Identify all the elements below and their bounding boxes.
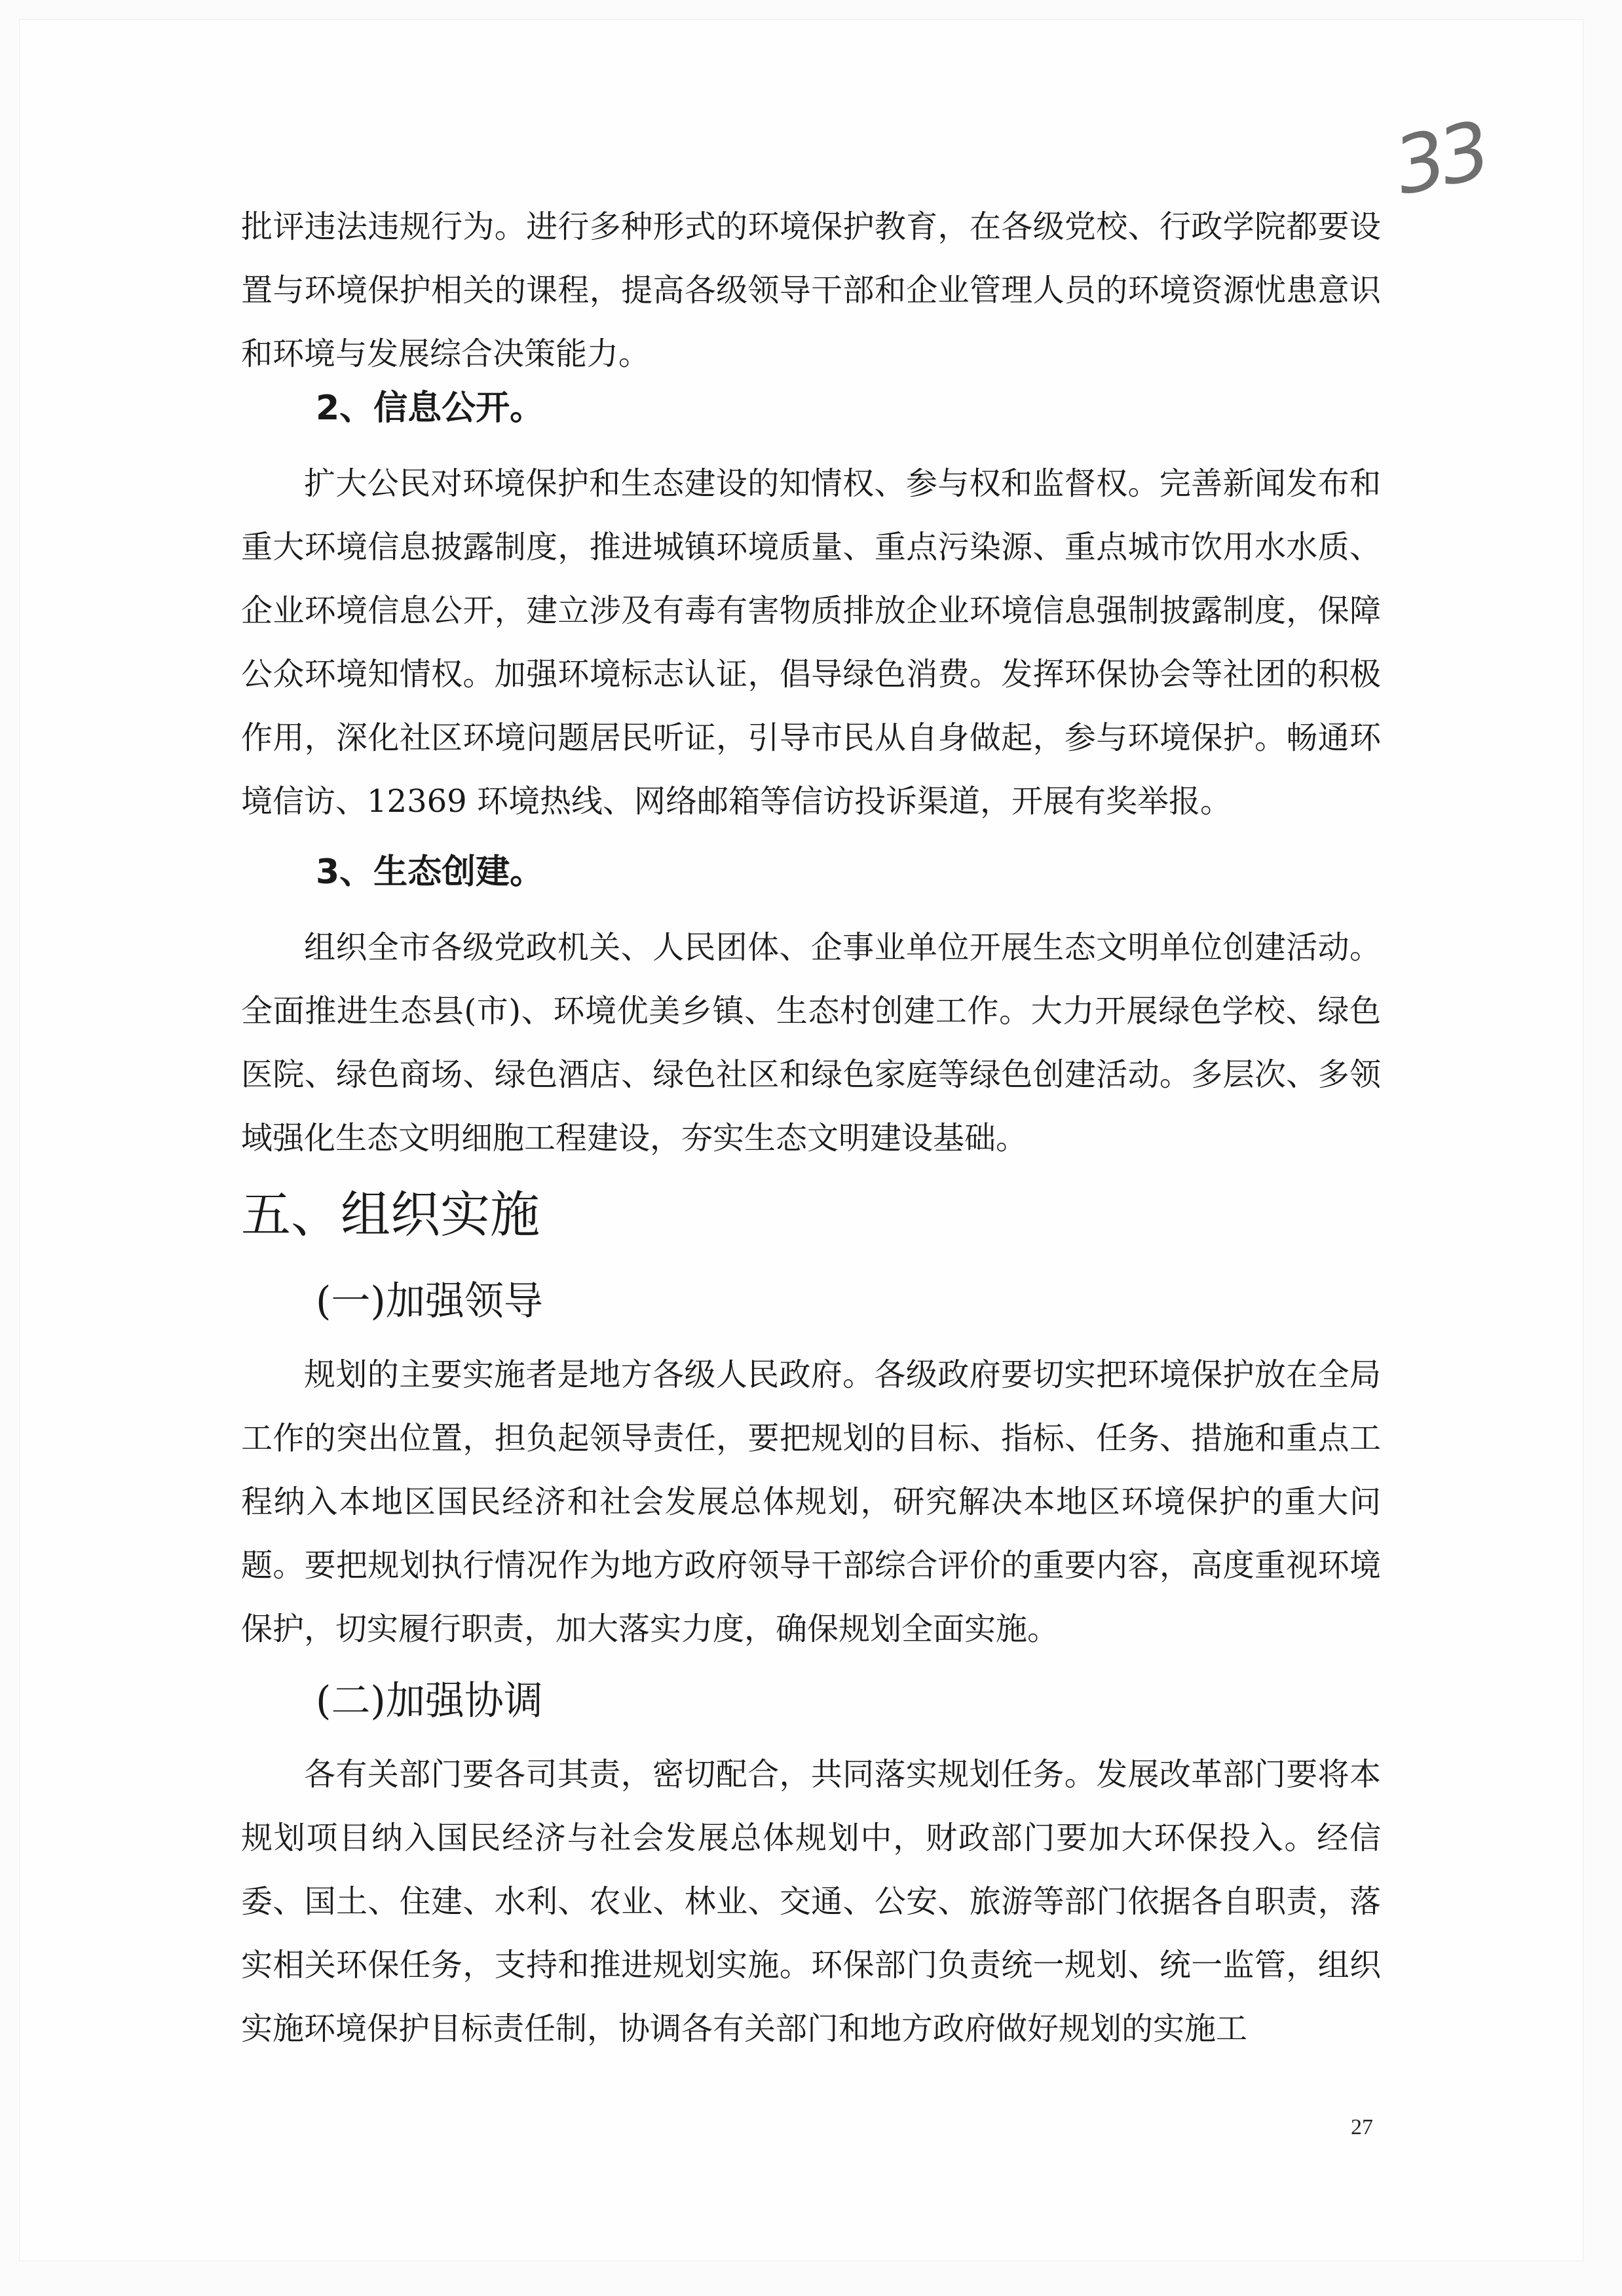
heading-strengthen-coordination: (二)加强协调 bbox=[316, 1678, 543, 1724]
handwritten-page-mark: 33 bbox=[1387, 105, 1494, 214]
page-number: 27 bbox=[1351, 2115, 1373, 2139]
paragraph-information-disclosure: 扩大公民对环境保护和生态建设的知情权、参与权和监督权。完善新闻发布和重大环境信息披露制度，推进城镇环境质量、重点污染源、重点城市饮用水水质、企业环境信息公开，建立涉及有毒有害物质排放企业环境信息强制披露制度，保障公众环境知情权。加强环境标志认证，倡导绿色消费。发挥环保协会等社团的积极作用，深化社区环境问题居民听证，引导市民从自身做起，参与环境保护。畅通环境信访、12369 环境热线、网络邮箱等信访投诉渠道，开展有奖举报。 bbox=[241, 465, 1381, 820]
heading-organization-implementation: 五、组织实施 bbox=[241, 1185, 540, 1244]
paragraph-strengthen-coordination: 各有关部门要各司其责，密切配合，共同落实规划任务。发展改革部门要将本规划项目纳入国民经济与社会发展总体规划中，财政部门要加大环保投入。经信委、国土、住建、水利、农业、林业、交通、公安、旅游等部门依据各自职责，落实相关环保任务，支持和推进规划实施。环保部门负责统一规划、统一监管，组织实施环境保护目标责任制，协调各有关部门和地方政府做好规划的实施工 bbox=[241, 1756, 1381, 2047]
paragraph-education: 批评违法违规行为。进行多种形式的环境保护教育，在各级党校、行政学院都要设置与环境保护相关的课程，提高各级领导干部和企业管理人员的环境资源忧患意识和环境与发展综合决策能力。 bbox=[241, 208, 1381, 372]
heading-ecological-creation: 3、生态创建。 bbox=[316, 852, 544, 892]
heading-information-disclosure: 2、信息公开。 bbox=[316, 389, 544, 428]
paragraph-strengthen-leadership: 规划的主要实施者是地方各级人民政府。各级政府要切实把环境保护放在全局工作的突出位置，担负起领导责任，要把规划的目标、指标、任务、措施和重点工程纳入本地区国民经济和社会发展总体规划，研究解决本地区环境保护的重大问题。要把规划执行情况作为地方政府领导干部综合评价的重要内容，高度重视环境保护，切实履行职责，加大落实力度，确保规划全面实施。 bbox=[241, 1356, 1381, 1647]
paragraph-ecological-creation: 组织全市各级党政机关、人民团体、企事业单位开展生态文明单位创建活动。全面推进生态县(市)、环境优美乡镇、生态村创建工作。大力开展绿色学校、绿色医院、绿色商场、绿色酒店、绿色社区和绿色家庭等绿色创建活动。多层次、多领域强化生态文明细胞工程建设，夯实生态文明建设基础。 bbox=[241, 929, 1381, 1157]
heading-strengthen-leadership: (一)加强领导 bbox=[316, 1278, 543, 1324]
